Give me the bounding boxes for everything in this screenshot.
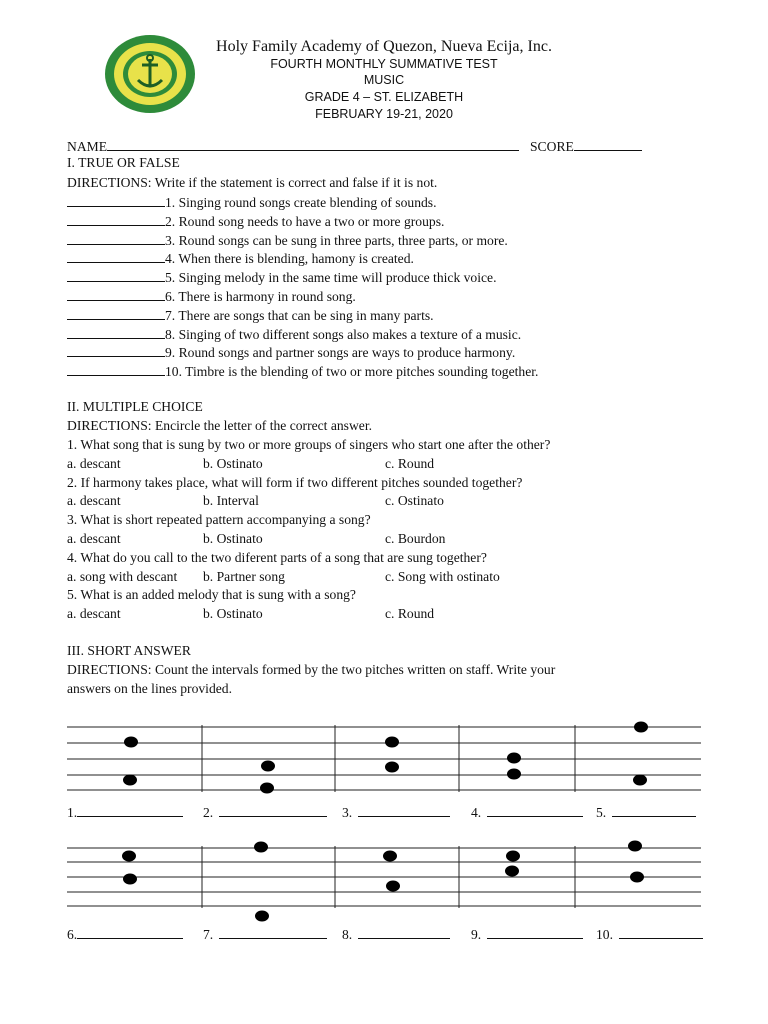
name-field[interactable] — [107, 139, 519, 151]
note — [260, 783, 274, 794]
answer-number: 7. — [203, 927, 214, 942]
answer-number: 8. — [342, 927, 353, 942]
note — [261, 761, 275, 772]
note — [123, 874, 137, 885]
tf-item — [67, 327, 521, 343]
tf-answer-blank[interactable] — [67, 308, 165, 320]
tf-statement: 7. There are songs that can be sing in many parts. — [165, 307, 434, 323]
answer-blank[interactable] — [612, 805, 696, 817]
mc-question: 2. If harmony takes place, what will form if two different pitches sounded together? — [67, 474, 523, 490]
grade-section: GRADE 4 – ST. ELIZABETH — [304, 90, 464, 104]
note — [630, 872, 644, 883]
mc-question: 1. What song that is sung by two or more groups of singers who start one after the other? — [67, 437, 551, 452]
mc-option-b[interactable]: b. Ostinato — [203, 531, 263, 546]
tf-answer-blank[interactable] — [67, 289, 165, 301]
note — [507, 769, 521, 780]
part3-directions-line1: DIRECTIONS: Count the intervals formed by the two pitches written on staff. Write your — [67, 662, 556, 677]
tf-answer-blank[interactable] — [67, 233, 165, 245]
mc-question: 5. What is an added melody that is sung with a song? — [67, 587, 356, 603]
answer-number: 6. — [67, 927, 78, 942]
answer-blank[interactable] — [358, 927, 450, 939]
mc-option-c[interactable]: c. Song with ostinato — [385, 568, 500, 584]
answer-item — [596, 927, 703, 943]
answer-number: 2. — [203, 805, 214, 820]
mc-option-a[interactable]: a. descant — [67, 531, 121, 546]
answer-blank[interactable] — [219, 805, 327, 817]
answer-number: 10. — [596, 927, 613, 942]
mc-option-a[interactable]: a. descant — [67, 606, 121, 622]
tf-item — [67, 214, 444, 230]
note — [634, 722, 648, 733]
tf-statement: 3. Round songs can be sung in three parts, three parts, or more. — [165, 232, 508, 248]
part3-directions-line2: answers on the lines provided. — [67, 681, 232, 696]
answer-number: 9. — [471, 927, 482, 942]
answer-number: 1. — [67, 805, 78, 820]
part2-directions: DIRECTIONS: Encircle the letter of the correct answer. — [67, 418, 372, 433]
note — [385, 737, 399, 748]
answer-blank[interactable] — [487, 805, 583, 817]
tf-item — [67, 364, 538, 380]
score-field[interactable] — [574, 139, 642, 151]
note — [123, 775, 137, 786]
answer-item — [596, 805, 696, 821]
mc-question: 3. What is short repeated pattern accompanying a song? — [67, 512, 371, 528]
note — [506, 851, 520, 862]
music-staff-2 — [67, 840, 701, 926]
mc-option-b[interactable]: b. Ostinato — [203, 606, 263, 622]
score-label: SCORE — [530, 139, 574, 154]
tf-item — [67, 345, 515, 361]
note — [505, 866, 519, 877]
tf-statement: 6. There is harmony in round song. — [165, 289, 356, 304]
note — [633, 775, 647, 786]
part2-title: II. MULTIPLE CHOICE — [67, 399, 203, 414]
score-line — [530, 139, 642, 155]
music-staff-1 — [67, 720, 701, 796]
part3-title: III. SHORT ANSWER — [67, 643, 191, 658]
tf-statement: 10. Timbre is the blending of two or more pitches sounding together. — [165, 364, 539, 380]
answer-item — [203, 927, 327, 943]
mc-question: 4. What do you call to the two diferent parts of a song that are sung together? — [67, 549, 487, 565]
tf-item — [67, 289, 356, 305]
tf-answer-blank[interactable] — [67, 251, 165, 263]
name-line — [67, 139, 519, 155]
mc-option-c[interactable]: c. Round — [385, 455, 435, 471]
note — [254, 842, 268, 853]
mc-option-a[interactable]: a. song with descant — [67, 568, 178, 584]
tf-answer-blank[interactable] — [67, 270, 165, 282]
note — [386, 881, 400, 892]
mc-option-b[interactable]: b. Partner song — [203, 568, 285, 584]
tf-item — [67, 270, 496, 286]
answer-item — [67, 927, 183, 943]
tf-statement: 4. When there is blending, hamony is created. — [165, 251, 414, 267]
note — [124, 737, 138, 748]
part1-directions: DIRECTIONS: Write if the statement is correct and false if it is not. — [67, 175, 438, 190]
answer-blank[interactable] — [77, 927, 183, 939]
tf-statement: 2. Round song needs to have a two or more groups. — [165, 213, 445, 229]
tf-statement: 8. Singing of two different songs also makes a texture of a music. — [165, 326, 522, 342]
test-title: FOURTH MONTHLY SUMMATIVE TEST — [270, 57, 498, 71]
mc-option-b[interactable]: b. Ostinato — [203, 455, 263, 471]
tf-statement: 9. Round songs and partner songs are ways to produce harmony. — [165, 345, 516, 361]
answer-blank[interactable] — [77, 805, 183, 817]
answer-item — [67, 805, 183, 821]
answer-item — [203, 805, 327, 821]
answer-blank[interactable] — [619, 927, 703, 939]
mc-option-c[interactable]: c. Round — [385, 606, 435, 622]
tf-item — [67, 251, 414, 267]
answer-blank[interactable] — [219, 927, 327, 939]
mc-option-c[interactable]: c. Bourdon — [385, 531, 446, 546]
mc-option-a[interactable]: a. descant — [67, 493, 121, 509]
answer-item — [471, 805, 583, 821]
answer-number: 5. — [596, 805, 607, 820]
answer-item — [342, 927, 450, 943]
tf-statement: 5. Singing melody in the same time will produce thick voice. — [165, 270, 497, 286]
school-name: Holy Family Academy of Quezon, Nueva Ecija, Inc. — [216, 38, 552, 55]
tf-item — [67, 195, 436, 211]
note — [628, 841, 642, 852]
answer-item — [471, 927, 583, 943]
tf-answer-blank[interactable] — [67, 195, 165, 207]
mc-option-a[interactable]: a. descant — [67, 455, 121, 471]
answer-item — [342, 805, 450, 821]
answer-blank[interactable] — [358, 805, 450, 817]
part1-title: I. TRUE OR FALSE — [67, 155, 180, 170]
subject-title: MUSIC — [363, 73, 405, 87]
note — [383, 851, 397, 862]
tf-answer-blank[interactable] — [67, 327, 165, 339]
test-date: FEBRUARY 19-21, 2020 — [315, 107, 453, 121]
tf-answer-blank[interactable] — [67, 345, 165, 357]
tf-item — [67, 233, 508, 249]
name-label: NAME — [67, 139, 108, 154]
answer-number: 4. — [471, 805, 482, 820]
tf-item — [67, 308, 434, 324]
mc-option-c[interactable]: c. Ostinato — [385, 493, 444, 509]
tf-answer-blank[interactable] — [67, 214, 165, 226]
mc-option-b[interactable]: b. Interval — [203, 493, 259, 509]
note — [122, 851, 136, 862]
answer-number: 3. — [342, 805, 353, 820]
tf-answer-blank[interactable] — [67, 364, 165, 376]
note — [385, 762, 399, 773]
note — [507, 753, 521, 764]
answer-blank[interactable] — [487, 927, 583, 939]
tf-statement: 1. Singing round songs create blending of sounds. — [165, 195, 437, 210]
note — [255, 911, 269, 922]
